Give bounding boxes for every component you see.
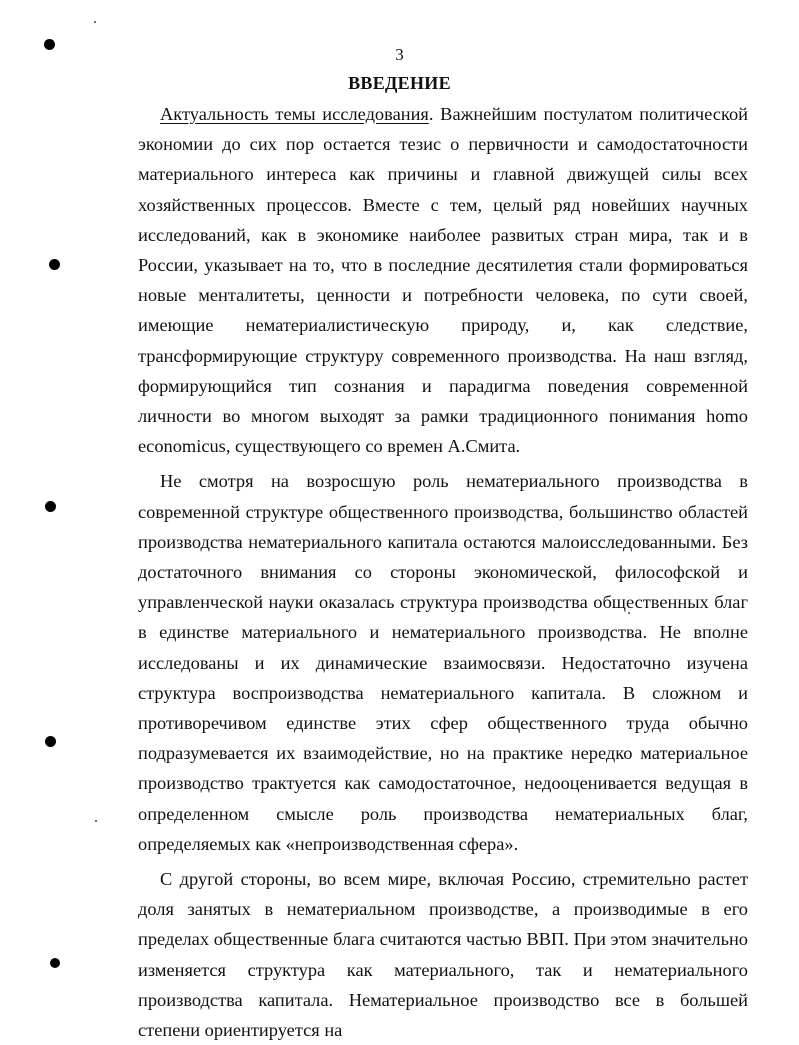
binder-hole-mark [49,259,60,270]
scan-speck [628,612,630,614]
paragraph-1 [138,99,748,461]
paragraph-3: С другой стороны, во всем мире, включая Россию, стремительно растет доля занятых в нематериальном производстве, а производимые в его пределах общественные блага считаются частью ВВП. При этом значительно изменяется структура как материального, так и нематериального производства капитала. Нематериальное производство все в большей степени ориентируется на [138,869,748,1041]
page-title: ВВЕДЕНИЕ [348,73,451,93]
page-number: 3 [395,45,404,64]
binder-hole-mark [50,958,60,968]
paragraph-1-text: . Важнейшим постулатом политической экономии до сих пор остается тезис о первичности и самодостаточности материального интереса как причины и главной движущей силы всех хозяйственных процессов. Вместе с тем, целый ряд новейших научных исследований, как в экономике наиболее развитых стран мира, так и в России, указывает на то, что в последние десятилетия стали формироваться новые менталитеты, ценности и потребности человека, по сути своей, имеющие нематериалистическую природу, и, как следствие, трансформирующие структуру современного производства. На наш взгляд, формирующийся тип сознания и парадигма поведения современной личности во многом выходят за рамки традиционного понимания homo economicus, существующего со времен А.Смита. [138,104,748,457]
binder-hole-mark [45,501,56,512]
paragraph-2: Не смотря на возросшую роль нематериального производства в современной структуре общественного производства, большинство областей производства нематериального капитала остаются малоисследованными. Без достаточного внимания со стороны экономической, философской и управленческой науки оказалась структура производства общественных благ в единстве материального и нематериального производства. Не вполне исследованы и их динамические взаимосвязи. Недостаточно изучена структура воспроизводства нематериального капитала. В сложном и противоречивом единстве этих сфер общественного труда обычно подразумевается их взаимодействие, но на практике нередко материальное производство трактуется как самодостаточное, недооценивается ведущая в определенном смысле роль производства нематериальных благ, определяемых как «непроизводственная сфера». [138,471,748,854]
section-lead: Актуальность темы исследования [160,104,429,124]
binder-hole-mark [45,736,56,747]
scan-speck [94,21,96,23]
scan-speck [95,820,97,822]
document-body [138,99,748,1045]
binder-hole-mark [44,39,55,50]
